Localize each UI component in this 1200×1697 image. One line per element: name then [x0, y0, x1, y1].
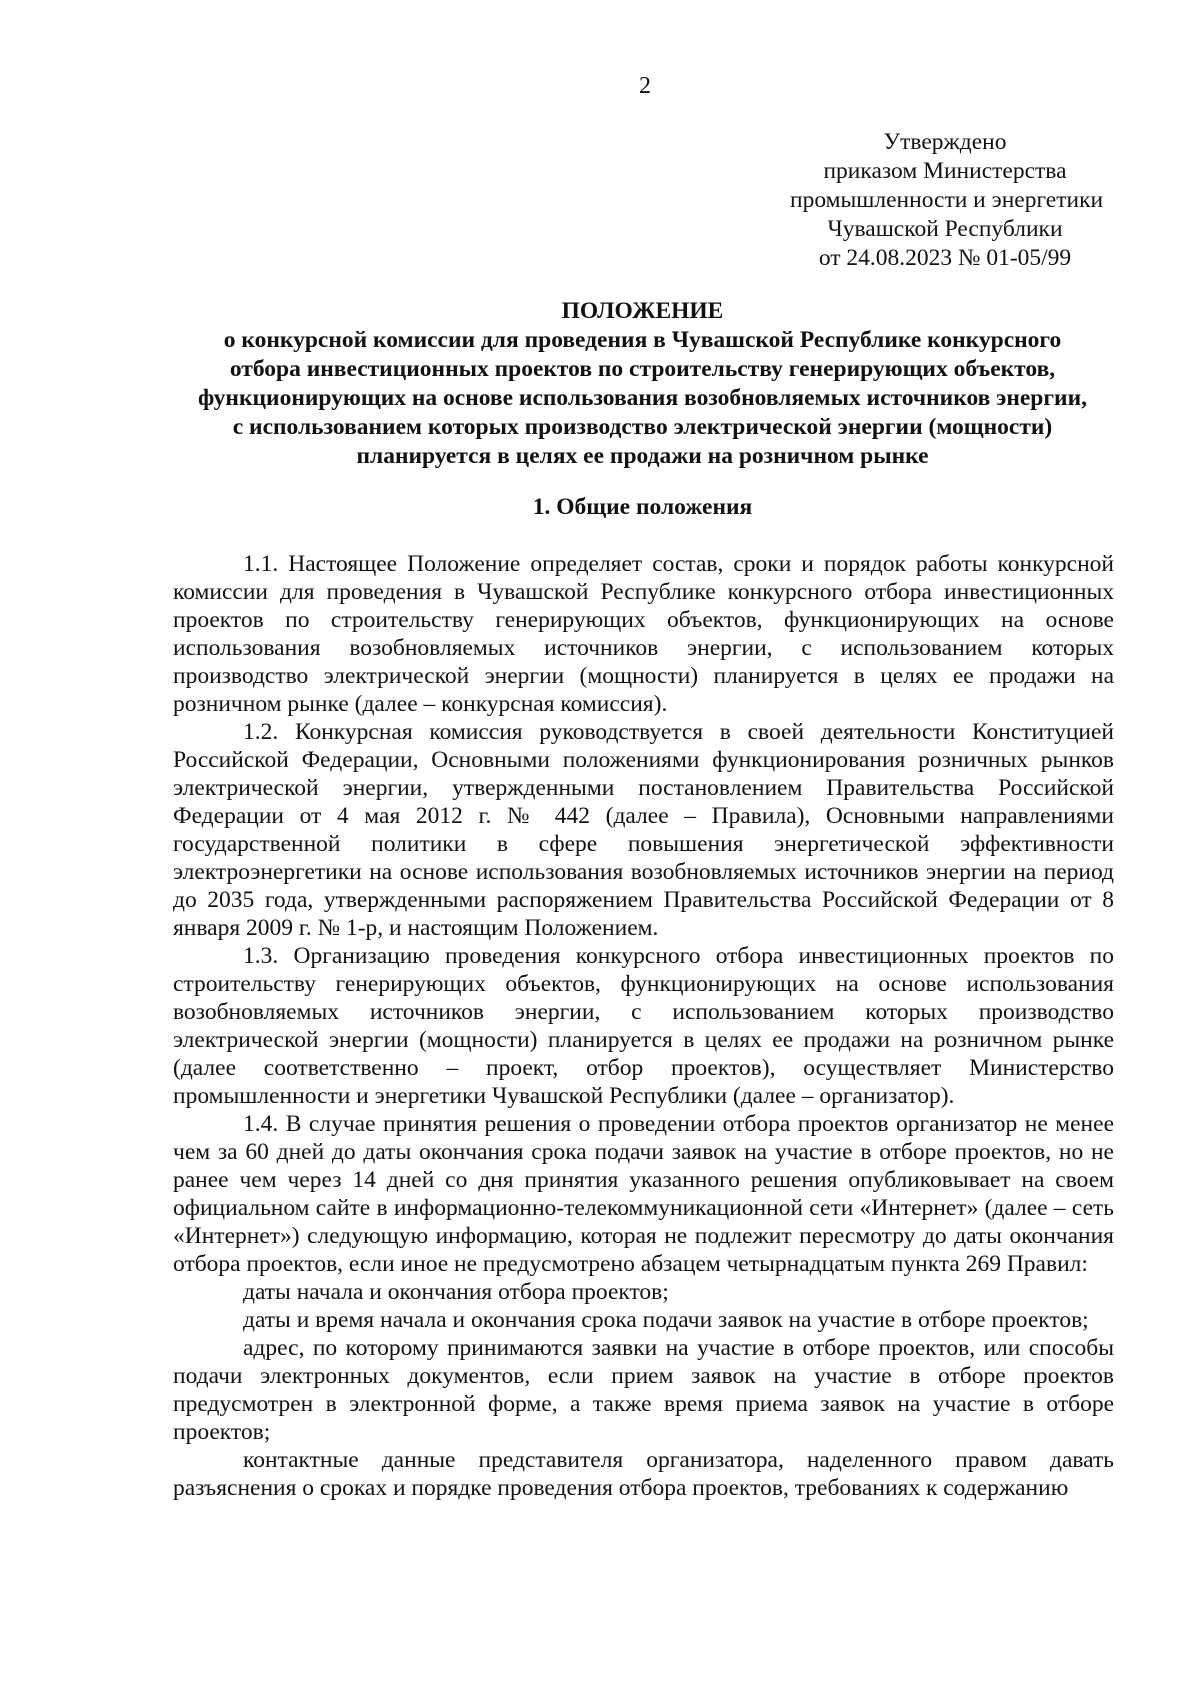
list-item: даты начала и окончания отбора проектов;	[243, 1279, 669, 1305]
approval-stamp	[790, 128, 1104, 273]
paragraph-1-2: 1.2. Конкурсная комиссия руководствуется в своей деятельности Конституцией Российской Федерации, Основными положениями функционирования розничных рынков электрической энергии, утвержденными постановлением Правительства Российской Федерации от 4 мая 2012 г. № 442 (далее – Правила), Основными направлениями государственной политики в сфере повышения энергетической эффективности электроэнергетики на основе использования возобновляемых источников энергии на период до 2035 года, утвержденными распоряжением Правительства Российской Федерации от 8 января 2009 г. № 1-р, и настоящим Положением.	[173, 719, 1114, 941]
section-heading: 1. Общие положения	[532, 494, 753, 520]
list-item: адрес, по которому принимаются заявки на участие в отборе проектов, или способы подачи электронных документов, если прием заявок на участие в отборе проектов предусмотрен в электронной форме, а также время приема заявок на участие в отборе проектов;	[173, 1335, 1114, 1445]
document-title	[175, 297, 1110, 471]
paragraph-1-4: 1.4. В случае принятия решения о проведении отбора проектов организатор не менее чем за 60 дней до даты окончания срока подачи заявок на участие в отборе проектов, но не ранее чем через 14 дней со дня принятия указанного решения опубликовывает на своем официальном сайте в информационно-телекоммуникационной сети «Интернет» (далее – сеть «Интернет») следующую информацию, которая не подлежит пересмотру до даты окончания отбора проектов, если иное не предусмотрено абзацем четырнадцатым пункта 269 Правил:	[173, 1111, 1114, 1277]
approval-line: Утверждено	[883, 129, 1007, 155]
page-number: 2	[639, 73, 651, 99]
title-line: планируется в целях ее продажи на розничном рынке	[356, 443, 929, 469]
title-line: отбора инвестиционных проектов по строительству генерирующих объектов,	[229, 356, 1056, 382]
title-line: о конкурсной комиссии для проведения в Чувашской Республике конкурсного	[223, 327, 1062, 353]
section-body	[173, 550, 1114, 1502]
list-item: контактные данные представителя организатора, наделенного правом давать разъяснения о сроках и порядке проведения отбора проектов, требованиях к содержанию	[173, 1447, 1114, 1501]
title-line: с использованием которых производство электрической энергии (мощности)	[232, 414, 1053, 440]
title-heading: ПОЛОЖЕНИЕ	[561, 298, 724, 324]
approval-line: Чувашской Республики	[827, 216, 1063, 242]
paragraph-1-3: 1.3. Организацию проведения конкурсного отбора инвестиционных проектов по строительству генерирующих объектов, функционирующих на основе использования возобновляемых источников энергии, с использованием которых производство электрической энергии (мощности) планируется в целях ее продажи на розничном рынке (далее соответственно – проект, отбор проектов), осуществляет Министерство промышленности и энергетики Чувашской Республики (далее – организатор).	[173, 943, 1114, 1109]
approval-line: приказом Министерства	[823, 158, 1067, 184]
paragraph-1-1: 1.1. Настоящее Положение определяет состав, сроки и порядок работы конкурсной комиссии для проведения в Чувашской Республике конкурсного отбора инвестиционных проектов по строительству генерирующих объектов, функционирующих на основе использования возобновляемых источников энергии, с использованием которых производство электрической энергии (мощности) планируется в целях ее продажи на розничном рынке (далее – конкурсная комиссия).	[173, 551, 1114, 717]
approval-line: от 24.08.2023 № 01-05/99	[818, 245, 1072, 271]
approval-line: промышленности и энергетики	[790, 187, 1104, 213]
title-line: функционирующих на основе использования возобновляемых источников энергии,	[197, 385, 1088, 411]
list-item: даты и время начала и окончания срока подачи заявок на участие в отборе проектов;	[243, 1307, 1089, 1333]
